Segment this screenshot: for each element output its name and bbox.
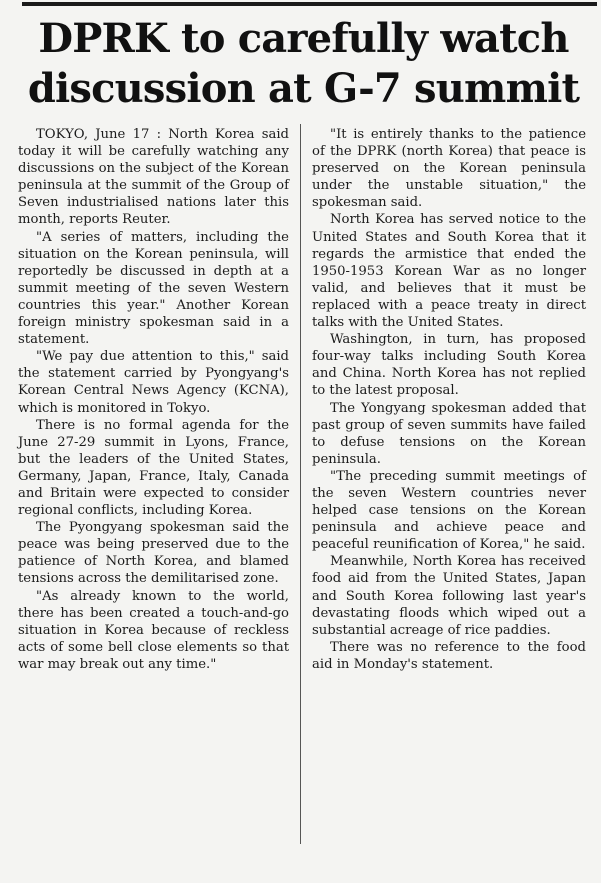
article-column-left <box>18 126 289 673</box>
headline-line-2: discussion at G-7 summit <box>27 65 580 112</box>
article-column-right <box>312 126 586 673</box>
headline <box>14 14 593 114</box>
headline-line-1: DPRK to carefully watch <box>38 15 569 62</box>
paragraph: North Korea has served notice to the United States and South Korea that it regards the armistice that ended the 1950-1953 Korean War as no longer valid, and believes that it must be replaced with a peace treaty in direct talks with the United States. <box>312 212 586 331</box>
paragraph: The Pyongyang spokesman said the peace was being preserved due to the patience of North Korea, and blamed tensions across the demilitarised zone. <box>18 520 289 587</box>
paragraph: Meanwhile, North Korea has received food aid from the United States, Japan and South Korea following last year's devastating floods which wiped out a substantial acreage of rice paddies. <box>312 554 586 638</box>
column-divider <box>300 124 301 844</box>
top-rule <box>22 2 597 6</box>
paragraph: "We pay due attention to this," said the statement carried by Pyongyang's Korean Central News Agency (KCNA), which is monitored in Tokyo. <box>18 349 289 416</box>
paragraph: "It is entirely thanks to the patience of the DPRK (north Korea) that peace is preserved on the Korean peninsula under the unstable situation," the spokesman said. <box>312 127 586 211</box>
paragraph: "The preceding summit meetings of the seven Western countries never helped case tensions on the Korean peninsula and achieve peace and peaceful reunification of Korea," he said. <box>312 468 586 553</box>
paragraph: There is no formal agenda for the June 27-29 summit in Lyons, France, but the leaders of the United States, Germany, Japan, France, Italy, Canada and Britain were expected to consider regional conflicts, including Korea. <box>18 417 289 519</box>
paragraph: Washington, in turn, has proposed four-way talks including South Korea and China. North Korea has not replied to the latest proposal. <box>312 332 586 399</box>
paragraph: "As already known to the world, there has been created a touch-and-go situation in Korea because of reckless acts of some bell close elements so that war may break out any time." <box>18 588 289 672</box>
paragraph: The Yongyang spokesman added that past group of seven summits have failed to defuse tensions on the Korean peninsula. <box>312 400 586 467</box>
paragraph: There was no reference to the food aid in Monday's statement. <box>312 639 586 672</box>
paragraph: "A series of matters, including the situation on the Korean peninsula, will reportedly be discussed in depth at a summit meeting of the seven Western countries this year." Another Korean foreign ministry spokesman said in a statement. <box>18 229 289 348</box>
paragraph: TOKYO, June 17 : North Korea said today it will be carefully watching any discussions on the subject of the Korean peninsula at the summit of the Group of Seven industrialised nations later this month, reports Reuter. <box>18 127 289 228</box>
